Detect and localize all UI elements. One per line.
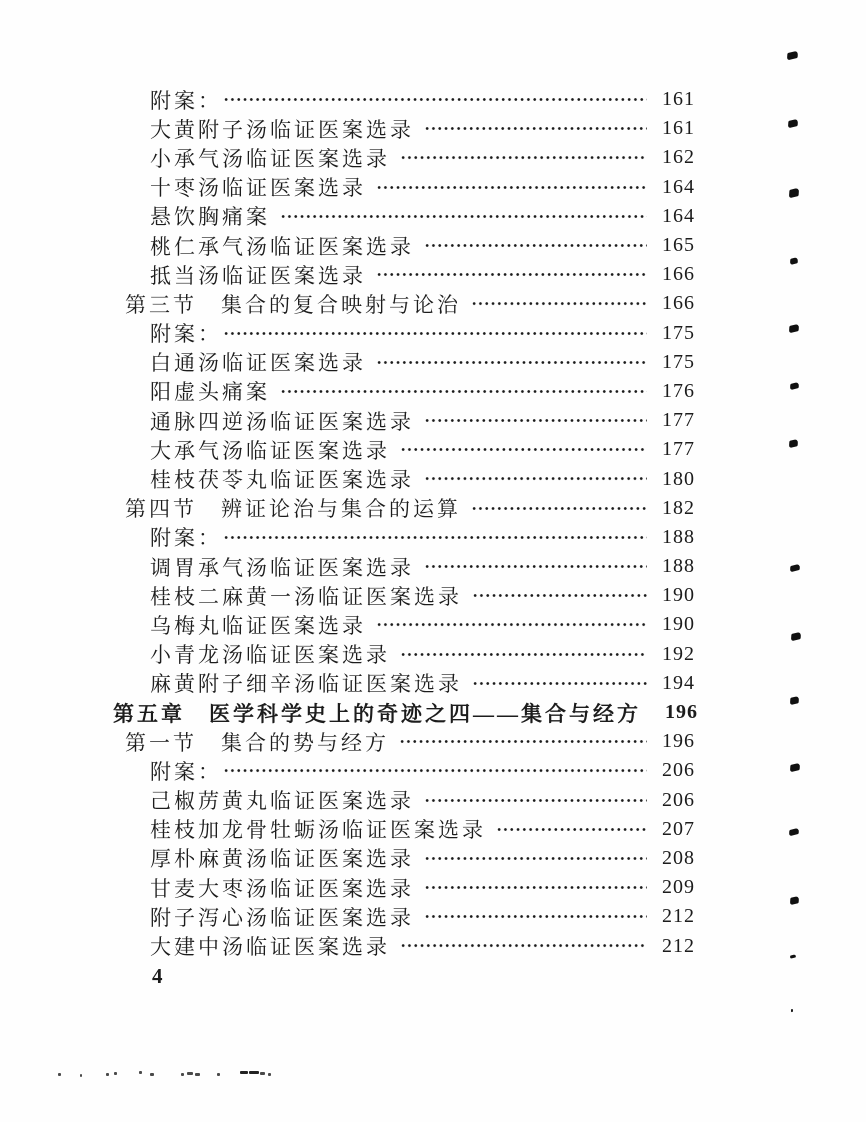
toc-entry-page: 166 xyxy=(662,292,695,315)
toc-row-entry xyxy=(113,114,695,143)
dot-leader xyxy=(423,464,647,493)
toc-row-entry xyxy=(113,260,695,289)
ink-mark xyxy=(790,382,799,390)
toc-entry-label: 白通汤临证医案选录 xyxy=(150,351,366,376)
toc-entry-page: 177 xyxy=(662,409,695,432)
dot-leader xyxy=(279,377,647,406)
toc-entry-page: 208 xyxy=(662,846,695,869)
toc-row-entry xyxy=(113,85,695,114)
toc-entry-page: 165 xyxy=(662,234,695,257)
toc-entry-label: 己椒苈黄丸临证医案选录 xyxy=(150,789,414,814)
toc-entry-page: 176 xyxy=(662,379,695,402)
toc-entry-label: 麻黄附子细辛汤临证医案选录 xyxy=(150,672,462,697)
toc-row-entry xyxy=(113,640,695,669)
toc-entry-label: 桂枝二麻黄一汤临证医案选录 xyxy=(150,584,462,609)
toc-row-chapter xyxy=(113,698,698,727)
speck xyxy=(139,1071,142,1074)
toc-entry-label: 调胃承气汤临证医案选录 xyxy=(150,555,414,580)
toc-entry-page: 166 xyxy=(662,263,695,286)
toc-entry-label: 附案： xyxy=(150,322,222,347)
dot-leader xyxy=(222,523,647,552)
toc-row-entry xyxy=(113,348,695,377)
toc-entry-page: 188 xyxy=(662,555,695,578)
speck xyxy=(150,1073,154,1076)
toc-entry-page: 182 xyxy=(662,496,695,519)
dot-leader xyxy=(375,610,647,639)
dot-leader xyxy=(399,143,647,172)
toc-entry-label: 桃仁承气汤临证医案选录 xyxy=(150,234,414,259)
toc-row-entry xyxy=(113,873,695,902)
speck xyxy=(268,1073,271,1076)
toc-entry-page: 209 xyxy=(662,876,695,899)
dot-leader xyxy=(222,319,647,348)
toc-entry-page: 161 xyxy=(662,117,695,140)
speck xyxy=(80,1074,82,1077)
toc-entry-page: 192 xyxy=(662,642,695,665)
dot-leader xyxy=(398,727,647,756)
toc-row-entry xyxy=(113,786,695,815)
speck xyxy=(114,1072,117,1075)
ink-mark xyxy=(791,1009,793,1013)
speck xyxy=(181,1073,184,1076)
toc-entry-page: 190 xyxy=(662,613,695,636)
dot-leader xyxy=(222,85,647,114)
ink-mark xyxy=(789,188,799,199)
toc-row-entry xyxy=(113,610,695,639)
toc-entry-label: 大承气汤临证医案选录 xyxy=(150,438,390,463)
ink-mark xyxy=(790,696,799,706)
dot-leader xyxy=(471,581,647,610)
dot-leader xyxy=(470,289,647,318)
toc-row-entry xyxy=(113,581,695,610)
toc-entry-page: 161 xyxy=(662,88,695,111)
toc-row-entry xyxy=(113,377,695,406)
dot-leader xyxy=(423,786,647,815)
toc-entry-page: 175 xyxy=(662,350,695,373)
toc-row-entry xyxy=(113,202,695,231)
toc-row-section xyxy=(113,494,695,523)
toc-row-entry xyxy=(113,319,695,348)
table-of-contents xyxy=(113,85,698,961)
dot-leader xyxy=(423,231,647,260)
toc-row-entry xyxy=(113,931,695,960)
dot-leader xyxy=(423,844,647,873)
ink-mark xyxy=(789,324,799,334)
toc-row-entry xyxy=(113,844,695,873)
toc-entry-label: 通脉四逆汤临证医案选录 xyxy=(150,409,414,434)
toc-entry-page: 180 xyxy=(662,467,695,490)
toc-entry-label: 附子泻心汤临证医案选录 xyxy=(150,905,414,930)
toc-row-entry xyxy=(113,143,695,172)
toc-entry-label: 抵当汤临证医案选录 xyxy=(150,263,366,288)
toc-entry-label: 第五章 医学科学史上的奇迹之四——集合与经方 xyxy=(113,701,641,726)
dot-leader xyxy=(399,931,647,960)
toc-entry-label: 第四节 辨证论治与集合的运算 xyxy=(125,497,461,522)
ink-mark xyxy=(790,954,796,959)
speck xyxy=(260,1072,265,1075)
toc-entry-label: 小承气汤临证医案选录 xyxy=(150,146,390,171)
toc-entry-page: 190 xyxy=(662,584,695,607)
toc-entry-page: 175 xyxy=(662,321,695,344)
toc-entry-page: 177 xyxy=(662,438,695,461)
toc-entry-page: 212 xyxy=(662,934,695,957)
dot-leader xyxy=(423,552,647,581)
toc-entry-page: 206 xyxy=(662,788,695,811)
speck xyxy=(58,1073,61,1076)
toc-entry-page: 188 xyxy=(662,525,695,548)
speck xyxy=(106,1073,109,1076)
speck xyxy=(240,1071,248,1074)
toc-row-entry xyxy=(113,464,695,493)
speck xyxy=(187,1072,193,1075)
toc-entry-label: 大建中汤临证医案选录 xyxy=(150,935,390,960)
toc-entry-label: 附案： xyxy=(150,526,222,551)
toc-entry-label: 乌梅丸临证医案选录 xyxy=(150,613,366,638)
toc-entry-page: 194 xyxy=(662,671,695,694)
toc-entry-label: 附案： xyxy=(150,759,222,784)
toc-entry-label: 悬饮胸痛案 xyxy=(150,205,270,230)
toc-entry-page: 164 xyxy=(662,204,695,227)
toc-entry-page: 196 xyxy=(662,730,695,753)
toc-entry-label: 十枣汤临证医案选录 xyxy=(150,176,366,201)
toc-entry-label: 第一节 集合的势与经方 xyxy=(125,730,389,755)
ink-mark xyxy=(790,564,800,573)
dot-leader xyxy=(495,815,647,844)
dot-leader xyxy=(399,640,647,669)
ink-mark xyxy=(790,257,798,265)
toc-entry-label: 厚朴麻黄汤临证医案选录 xyxy=(150,847,414,872)
speck xyxy=(195,1073,200,1076)
dot-leader xyxy=(279,202,647,231)
toc-row-entry xyxy=(113,756,695,785)
toc-entry-page: 212 xyxy=(662,905,695,928)
dot-leader xyxy=(471,669,647,698)
toc-row-entry xyxy=(113,815,695,844)
toc-entry-label: 桂枝茯苓丸临证医案选录 xyxy=(150,468,414,493)
toc-entry-label: 附案： xyxy=(150,88,222,113)
ink-mark xyxy=(790,896,799,906)
toc-row-entry xyxy=(113,406,695,435)
toc-entry-label: 甘麦大枣汤临证医案选录 xyxy=(150,876,414,901)
toc-entry-page: 207 xyxy=(662,817,695,840)
toc-row-entry xyxy=(113,902,695,931)
toc-entry-page: 162 xyxy=(662,146,695,169)
dot-leader xyxy=(375,348,647,377)
toc-row-section xyxy=(113,727,695,756)
toc-entry-label: 大黄附子汤临证医案选录 xyxy=(150,117,414,142)
ink-mark xyxy=(790,763,800,773)
toc-row-entry xyxy=(113,669,695,698)
dot-leader xyxy=(423,873,647,902)
toc-row-entry xyxy=(113,552,695,581)
toc-entry-page: 164 xyxy=(662,175,695,198)
dot-leader xyxy=(423,406,647,435)
ink-mark xyxy=(789,439,798,449)
toc-row-section xyxy=(113,289,695,318)
speck xyxy=(249,1071,259,1074)
dot-leader xyxy=(375,260,647,289)
toc-entry-label: 阳虚头痛案 xyxy=(150,380,270,405)
dot-leader xyxy=(375,173,647,202)
dot-leader xyxy=(470,494,647,523)
ink-mark xyxy=(788,119,798,129)
speck xyxy=(217,1073,220,1076)
dot-leader xyxy=(222,756,647,785)
dot-leader xyxy=(399,435,647,464)
dot-leader xyxy=(423,902,647,931)
toc-row-entry xyxy=(113,231,695,260)
toc-entry-label: 第三节 集合的复合映射与论治 xyxy=(125,292,461,317)
toc-row-entry xyxy=(113,435,695,464)
toc-entry-label: 小青龙汤临证医案选录 xyxy=(150,643,390,668)
dot-leader xyxy=(423,114,647,143)
toc-entry-page: 206 xyxy=(662,759,695,782)
page-number: 4 xyxy=(152,964,163,988)
toc-row-entry xyxy=(113,523,695,552)
ink-mark xyxy=(789,828,799,837)
ink-mark xyxy=(787,50,798,60)
ink-mark xyxy=(791,632,801,642)
toc-entry-label: 桂枝加龙骨牡蛎汤临证医案选录 xyxy=(150,818,486,843)
toc-entry-page: 196 xyxy=(665,701,698,724)
toc-row-entry xyxy=(113,173,695,202)
